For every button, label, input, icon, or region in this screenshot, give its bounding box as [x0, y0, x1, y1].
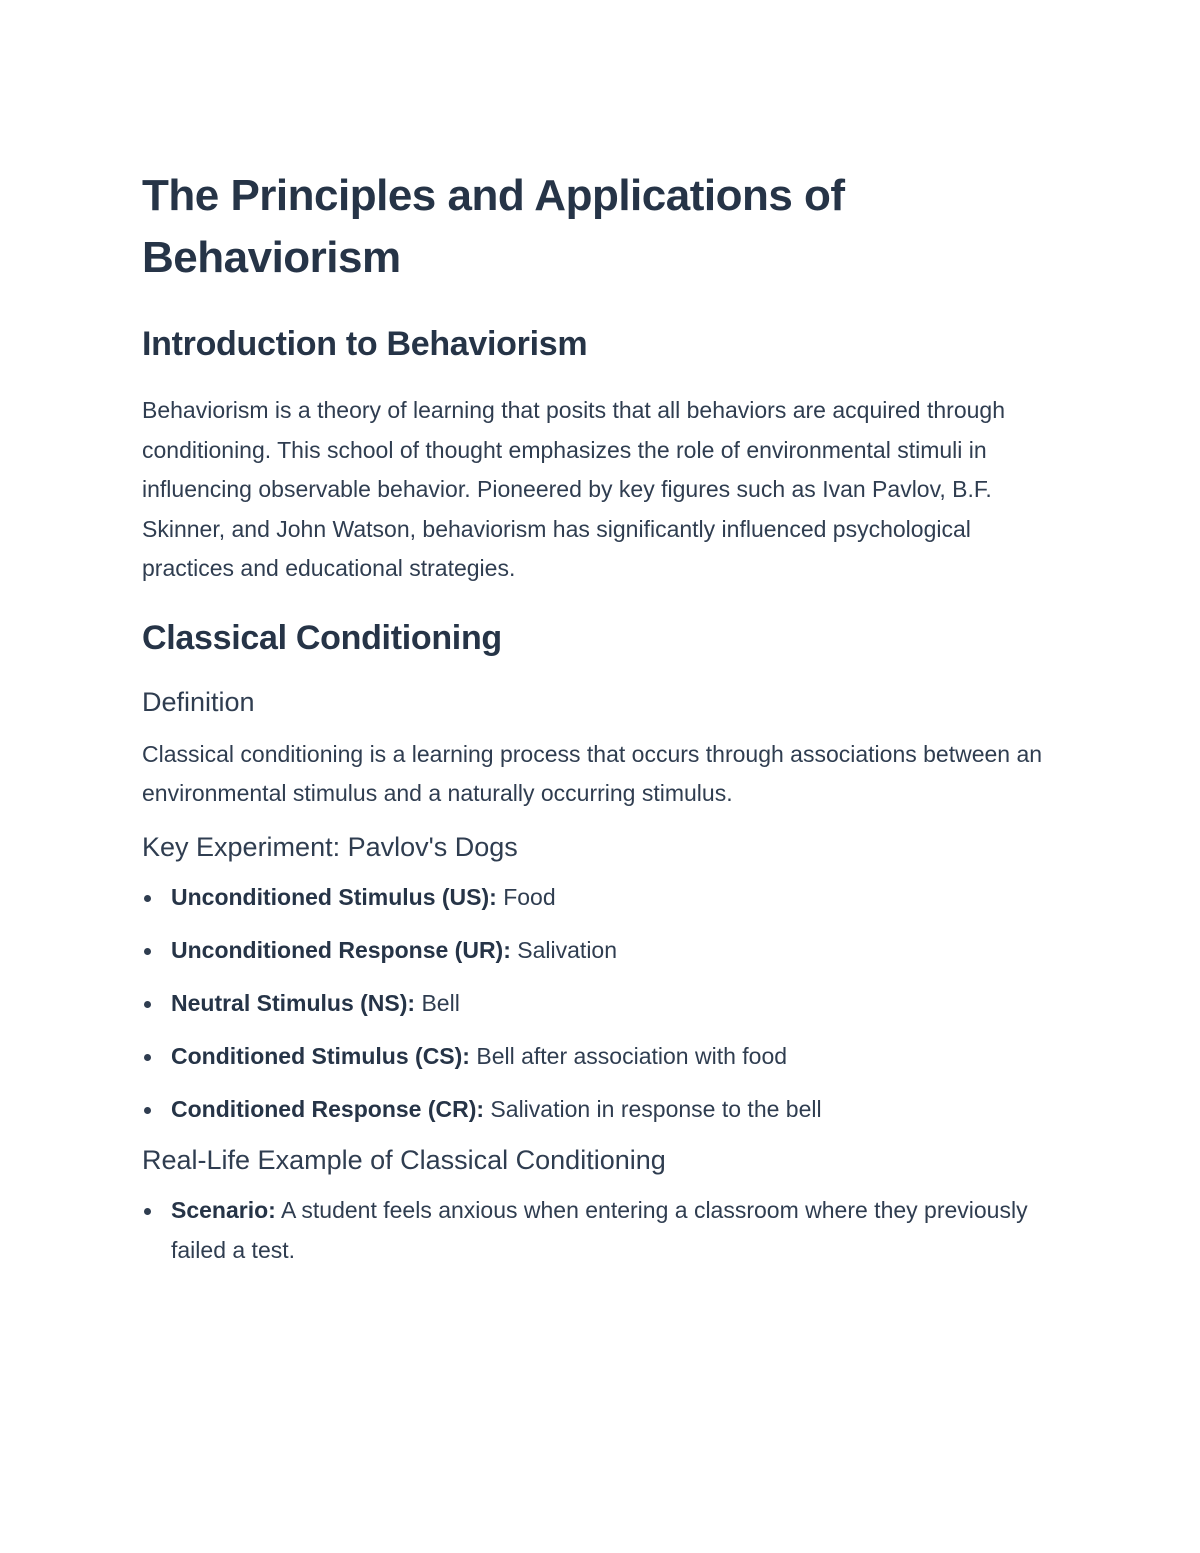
- list-item-text: Salivation in response to the bell: [484, 1095, 822, 1122]
- definition-heading: Definition: [142, 686, 255, 717]
- intro-paragraph: Behaviorism is a theory of learning that posits that all behaviors are acquired through conditioning. This school of thought emphasizes the role of environmental stimuli in influencing observable behavior. Pioneered by key figures such as Ivan Pavlov, B.F. Skinner, and John Watson, behaviorism has significantly influenced psychological practices and educational strategies.: [142, 397, 1005, 581]
- list-item-term: Conditioned Stimulus (CS):: [171, 1042, 470, 1069]
- list-item-text: Salivation: [510, 936, 618, 963]
- list-item-term: Neutral Stimulus (NS):: [171, 989, 416, 1016]
- list-item-term: Scenario:: [171, 1197, 276, 1223]
- classical-conditioning-heading: Classical Conditioning: [142, 618, 502, 657]
- real-life-example-heading: Real-Life Example of Classical Conditioning: [142, 1145, 666, 1175]
- bullet-icon: [144, 1107, 151, 1114]
- list-item-term: Unconditioned Stimulus (US):: [171, 883, 497, 910]
- experiment-heading: Key Experiment: Pavlov's Dogs: [142, 831, 518, 862]
- bullet-icon: [144, 895, 151, 902]
- list-item-text: Bell after association with food: [469, 1042, 788, 1069]
- list-item: [142, 1090, 1062, 1130]
- experiment-list: [142, 878, 1062, 1130]
- list-item-term: Conditioned Response (CR):: [171, 1095, 485, 1122]
- list-item: [142, 931, 1062, 971]
- example-list: [142, 1191, 1062, 1270]
- bullet-icon: [144, 1208, 151, 1215]
- document-title: The Principles and Applications of Behaviorism: [142, 171, 845, 282]
- list-item-text: Food: [496, 883, 556, 910]
- list-item: [142, 878, 1062, 918]
- list-item-text: A student feels anxious when entering a classroom where they previously failed a test.: [171, 1197, 1028, 1263]
- list-item: [142, 1191, 1062, 1270]
- intro-heading: Introduction to Behaviorism: [142, 325, 588, 363]
- list-item: [142, 984, 1062, 1024]
- bullet-icon: [144, 1054, 151, 1061]
- bullet-icon: [144, 948, 151, 955]
- list-item-term: Unconditioned Response (UR):: [171, 936, 511, 963]
- document-page: [142, 165, 1062, 1270]
- definition-paragraph: Classical conditioning is a learning process that occurs through associations between an environmental stimulus and a naturally occurring stimulus.: [142, 740, 1043, 806]
- list-item-text: Bell: [415, 989, 460, 1016]
- bullet-icon: [144, 1001, 151, 1008]
- list-item: [142, 1037, 1062, 1077]
